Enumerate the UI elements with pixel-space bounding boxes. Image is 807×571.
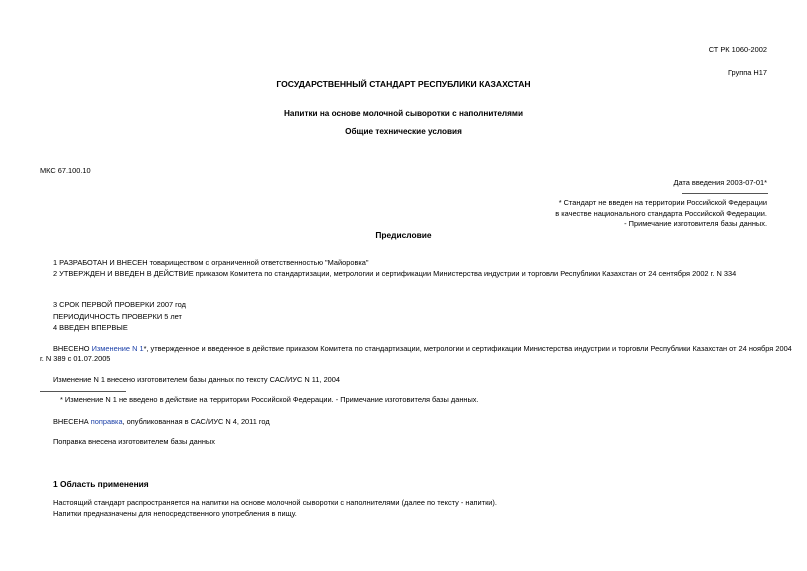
foreword-item-4: 4 ВВЕДЕН ВПЕРВЫЕ [53, 323, 128, 332]
amendment-line-2: г. N 389 с 01.07.2005 [40, 354, 111, 363]
foreword-heading: Предисловие [375, 230, 432, 240]
foreword-item-3b: ПЕРИОДИЧНОСТЬ ПРОВЕРКИ 5 лет [53, 312, 182, 321]
correction-text: , опубликованная в САС/ИУС N 4, 2011 год [122, 417, 270, 426]
section-1-heading: 1 Область применения [53, 479, 149, 489]
amendment-link[interactable]: Изменение N 1 [91, 344, 144, 353]
foreword-item-2: 2 УТВЕРЖДЕН И ВВЕДЕН В ДЕЙСТВИЕ приказом Комитета по стандартизации, метрологии и сертификации Министерства индустрии и торговли Республики Казахстан от 24 сентября 2002 г. N 334 [53, 269, 737, 278]
document-subtitle-2: Общие технические условия [345, 127, 462, 136]
correction-line [53, 418, 270, 427]
document-subtitle: Напитки на основе молочной сыворотки с наполнителями [284, 109, 523, 118]
correction-link[interactable]: поправка [90, 417, 123, 426]
section-1-line-1: Настоящий стандарт распространяется на напитки на основе молочной сыворотки с наполнителями (далее по тексту - напитки). [53, 498, 497, 507]
correction-note: Поправка внесена изготовителем базы данных [53, 437, 215, 446]
amendment-prefix: ВНЕСЕНО [53, 344, 92, 353]
footnote-rule-top [682, 193, 768, 194]
mks-code: МКС 67.100.10 [40, 166, 91, 175]
note-line-3: - Примечание изготовителя базы данных. [624, 219, 767, 228]
date-introduction: Дата введения 2003-07-01* [673, 178, 767, 187]
amendment-text: *, утвержденное и введенное в действие приказом Комитета по стандартизации, метрологии и сертификации Министерства индустрии и торговли Республики Казахстан от 24 ноября 2004 [143, 344, 792, 353]
foreword-item-3: 3 СРОК ПЕРВОЙ ПРОВЕРКИ 2007 год [53, 300, 186, 309]
amendment-footnote: * Изменение N 1 не введено в действие на территории Российской Федерации. - Примечание изготовителя базы данных. [60, 395, 479, 404]
amendment-line [53, 345, 792, 354]
note-line-1: * Стандарт не введен на территории Российской Федерации [558, 198, 767, 207]
doc-code: СТ РК 1060-2002 [708, 45, 767, 54]
group-code: Группа Н17 [727, 68, 767, 77]
footnote-rule [40, 391, 126, 392]
document-title: ГОСУДАРСТВЕННЫЙ СТАНДАРТ РЕСПУБЛИКИ КАЗАХСТАН [276, 79, 531, 89]
correction-prefix: ВНЕСЕНА [53, 417, 91, 426]
foreword-item-1: 1 РАЗРАБОТАН И ВНЕСЕН товариществом с ограниченной ответственностью "Майоровка" [53, 258, 369, 267]
section-1-line-2: Напитки предназначены для непосредственного употребления в пищу. [53, 509, 297, 518]
amendment-note: Изменение N 1 внесено изготовителем базы данных по тексту САС/ИУС N 11, 2004 [53, 375, 341, 384]
note-line-2: в качестве национального стандарта Российской Федерации. [555, 209, 767, 218]
